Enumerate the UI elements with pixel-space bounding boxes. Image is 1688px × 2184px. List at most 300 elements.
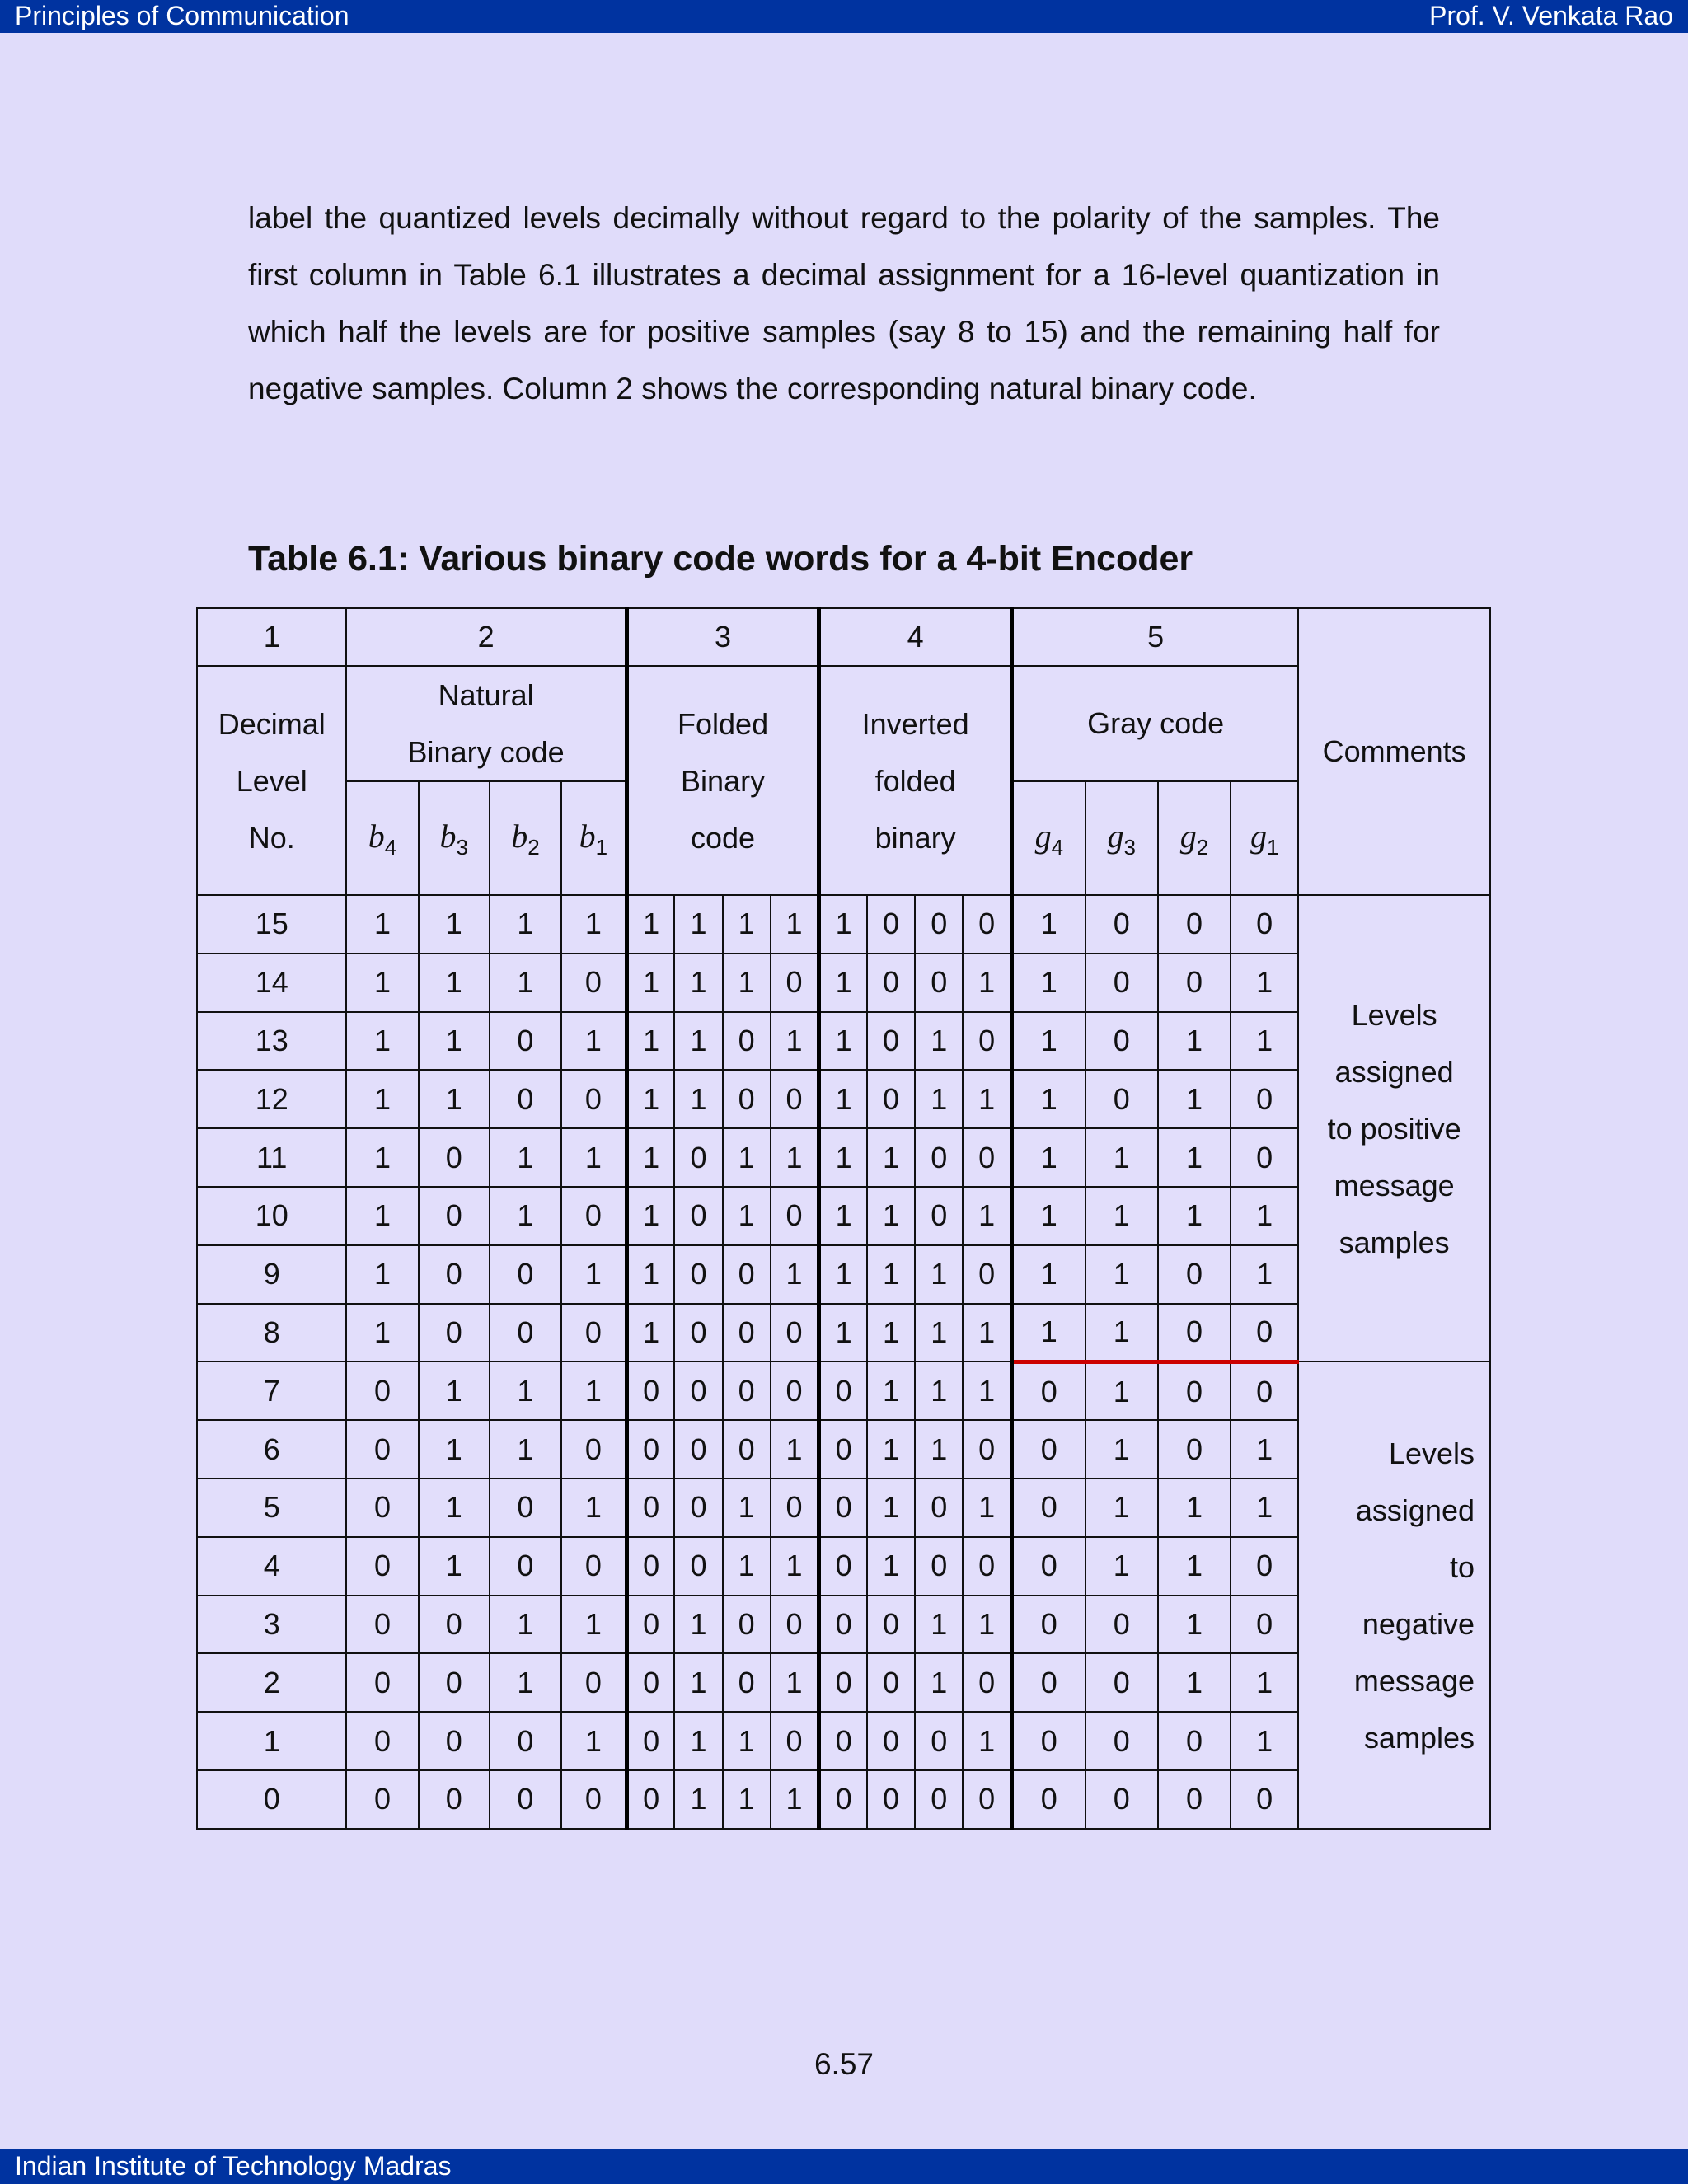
natural-bit-cell: 1 (419, 954, 490, 1012)
natural-bit-cell: 0 (419, 1245, 490, 1304)
natural-bit-cell: 1 (346, 1187, 418, 1245)
gray-bit-cell: 0 (1011, 1770, 1085, 1829)
inverted-bit-cell: 0 (819, 1770, 867, 1829)
inverted-bit-cell: 1 (867, 1361, 915, 1420)
natural-bit-cell: 0 (561, 1653, 626, 1712)
table-row (197, 1361, 1490, 1420)
bit-label-b3: $b_3$ (419, 781, 490, 895)
gray-bit-cell: 1 (1158, 1596, 1231, 1654)
inverted-bit-cell: 1 (819, 1187, 867, 1245)
inverted-bit-cell: 1 (819, 1128, 867, 1187)
folded-bit-cell: 1 (626, 1187, 674, 1245)
folded-bit-cell: 0 (723, 1653, 771, 1712)
inverted-bit-cell: 0 (819, 1361, 867, 1420)
bit-label-b4: $b_4$ (346, 781, 418, 895)
folded-bit-cell: 1 (771, 1128, 819, 1187)
gray-bit-cell: 0 (1158, 954, 1231, 1012)
folded-bit-cell: 1 (723, 1537, 771, 1596)
folded-bit-cell: 1 (723, 1770, 771, 1829)
natural-bit-cell: 0 (561, 1537, 626, 1596)
folded-bit-cell: 1 (674, 1012, 722, 1071)
gray-bit-cell: 1 (1158, 1070, 1231, 1128)
gray-bit-cell: 1 (1231, 1653, 1298, 1712)
inverted-bit-cell: 1 (963, 1187, 1011, 1245)
inverted-header-line: Inverted (861, 706, 969, 741)
inverted-bit-cell: 0 (819, 1712, 867, 1770)
natural-bit-cell: 1 (561, 1361, 626, 1420)
natural-bit-cell: 0 (561, 1070, 626, 1128)
inverted-bit-cell: 0 (867, 1712, 915, 1770)
inverted-bit-cell: 0 (867, 954, 915, 1012)
gray-bit-cell: 0 (1085, 1770, 1158, 1829)
header-author: Prof. V. Venkata Rao (1429, 1, 1673, 30)
folded-bit-cell: 0 (674, 1128, 722, 1187)
folded-bit-cell: 0 (626, 1770, 674, 1829)
inverted-header-line: folded (874, 763, 956, 798)
gray-bit-cell: 1 (1011, 1304, 1085, 1362)
gray-bit-cell: 1 (1158, 1479, 1231, 1537)
gray-bit-cell: 1 (1158, 1653, 1231, 1712)
table-row (197, 895, 1490, 954)
folded-bit-cell: 1 (674, 895, 722, 954)
natural-bit-cell: 1 (561, 895, 626, 954)
gray-bit-cell: 0 (1231, 1537, 1298, 1596)
folded-bit-cell: 0 (626, 1712, 674, 1770)
level-cell: 0 (197, 1770, 346, 1829)
comment-line: to (1449, 1549, 1475, 1584)
folded-bit-cell: 0 (674, 1479, 722, 1537)
table-row (197, 1245, 1490, 1304)
table-row (197, 1537, 1490, 1596)
gray-bit-cell: 1 (1231, 1712, 1298, 1770)
level-cell: 8 (197, 1304, 346, 1362)
natural-bit-cell: 1 (419, 1012, 490, 1071)
gray-bit-cell: 0 (1158, 1770, 1231, 1829)
gray-bit-cell: 0 (1011, 1653, 1085, 1712)
folded-bit-cell: 0 (771, 1304, 819, 1362)
bit-label-g3: $g_3$ (1085, 781, 1158, 895)
gray-bit-cell: 0 (1085, 1070, 1158, 1128)
table-row (197, 1653, 1490, 1712)
folded-bit-cell: 1 (626, 1128, 674, 1187)
gray-bit-cell: 0 (1158, 1245, 1231, 1304)
inverted-bit-cell: 1 (915, 1070, 963, 1128)
gray-bit-cell: 0 (1011, 1537, 1085, 1596)
gray-bit-cell: 1 (1011, 1128, 1085, 1187)
natural-bit-cell: 1 (561, 1479, 626, 1537)
comment-line: Levels (1351, 997, 1437, 1032)
page-number: 6.57 (814, 2047, 874, 2081)
natural-bit-cell: 0 (490, 1070, 561, 1128)
gray-bit-cell: 1 (1158, 1537, 1231, 1596)
folded-header-line: Folded (678, 706, 769, 741)
inverted-bit-cell: 1 (963, 1304, 1011, 1362)
table-row (197, 954, 1490, 1012)
natural-bit-cell: 0 (490, 1479, 561, 1537)
natural-bit-cell: 1 (346, 895, 418, 954)
level-cell: 1 (197, 1712, 346, 1770)
inverted-bit-cell: 1 (915, 1653, 963, 1712)
level-cell: 12 (197, 1070, 346, 1128)
gray-bit-cell: 1 (1011, 1070, 1085, 1128)
inverted-bit-cell: 1 (867, 1420, 915, 1479)
inverted-bit-cell: 0 (915, 895, 963, 954)
natural-header-line: Natural (438, 678, 534, 712)
folded-bit-cell: 1 (626, 1070, 674, 1128)
comment-line: negative (1362, 1606, 1475, 1641)
gray-bit-cell: 1 (1011, 954, 1085, 1012)
comment-positive-levels (1298, 895, 1490, 1361)
decimal-header-line: Level (236, 763, 307, 798)
folded-bit-cell: 0 (723, 1245, 771, 1304)
gray-bit-cell: 0 (1085, 1712, 1158, 1770)
folded-bit-cell: 0 (674, 1304, 722, 1362)
natural-bit-cell: 1 (561, 1596, 626, 1654)
natural-bit-cell: 1 (490, 1420, 561, 1479)
folded-bit-cell: 1 (723, 1187, 771, 1245)
gray-bit-cell: 1 (1231, 954, 1298, 1012)
inverted-bit-cell: 0 (963, 1012, 1011, 1071)
folded-bit-cell: 0 (674, 1361, 722, 1420)
natural-bit-cell: 0 (561, 1770, 626, 1829)
level-cell: 15 (197, 895, 346, 954)
gray-bit-cell: 1 (1085, 1361, 1158, 1420)
level-cell: 13 (197, 1012, 346, 1071)
gray-bit-cell: 1 (1011, 1245, 1085, 1304)
gray-bit-cell: 1 (1158, 1187, 1231, 1245)
inverted-bit-cell: 0 (915, 1712, 963, 1770)
natural-bit-cell: 0 (419, 1653, 490, 1712)
natural-bit-cell: 1 (490, 1596, 561, 1654)
gray-bit-cell: 0 (1231, 1596, 1298, 1654)
natural-bit-cell: 0 (419, 1128, 490, 1187)
folded-bit-cell: 0 (674, 1187, 722, 1245)
gray-bit-cell: 0 (1011, 1420, 1085, 1479)
folded-header-line: code (691, 820, 756, 855)
level-cell: 10 (197, 1187, 346, 1245)
comment-line: to positive (1327, 1111, 1461, 1146)
gray-bit-cell: 1 (1231, 1420, 1298, 1479)
inverted-bit-cell: 0 (819, 1479, 867, 1537)
natural-bit-cell: 0 (490, 1537, 561, 1596)
bit-label-b2: $b_2$ (490, 781, 561, 895)
folded-bit-cell: 1 (771, 1012, 819, 1071)
natural-bit-cell: 0 (346, 1361, 418, 1420)
level-cell: 2 (197, 1653, 346, 1712)
natural-bit-cell: 1 (490, 1187, 561, 1245)
gray-bit-cell: 0 (1011, 1479, 1085, 1537)
folded-bit-cell: 0 (771, 1070, 819, 1128)
gray-bit-cell: 0 (1158, 1420, 1231, 1479)
inverted-bit-cell: 0 (915, 1770, 963, 1829)
gray-bit-cell: 1 (1011, 895, 1085, 954)
natural-bit-cell: 0 (419, 1770, 490, 1829)
natural-bit-cell: 1 (561, 1012, 626, 1071)
inverted-bit-cell: 1 (867, 1537, 915, 1596)
inverted-bit-cell: 1 (819, 1070, 867, 1128)
folded-bit-cell: 1 (626, 1245, 674, 1304)
natural-bit-cell: 1 (561, 1712, 626, 1770)
gray-bit-cell: 1 (1158, 1012, 1231, 1071)
folded-bit-cell: 0 (674, 1245, 722, 1304)
decimal-header-line: No. (248, 820, 295, 855)
gray-bit-cell: 0 (1085, 954, 1158, 1012)
natural-bit-cell: 1 (346, 954, 418, 1012)
inverted-bit-cell: 1 (963, 954, 1011, 1012)
natural-bit-cell: 1 (419, 1070, 490, 1128)
comment-negative-levels (1298, 1361, 1490, 1828)
level-cell: 11 (197, 1128, 346, 1187)
folded-bit-cell: 0 (771, 1187, 819, 1245)
gray-bit-cell: 0 (1231, 1304, 1298, 1362)
folded-bit-cell: 0 (771, 954, 819, 1012)
natural-bit-cell: 1 (346, 1070, 418, 1128)
comments-header: Comments (1298, 608, 1490, 895)
inverted-bit-cell: 0 (915, 1187, 963, 1245)
inverted-bit-cell: 1 (963, 1712, 1011, 1770)
gray-bit-cell: 1 (1231, 1187, 1298, 1245)
inverted-bit-cell: 1 (915, 1245, 963, 1304)
folded-bit-cell: 0 (674, 1537, 722, 1596)
decimal-level-header (197, 666, 346, 895)
level-cell: 5 (197, 1479, 346, 1537)
level-cell: 4 (197, 1537, 346, 1596)
bit-label-g1: $g_1$ (1231, 781, 1298, 895)
folded-bit-cell: 1 (723, 1479, 771, 1537)
inverted-header-line: binary (874, 820, 956, 855)
inverted-bit-cell: 1 (963, 1479, 1011, 1537)
natural-bit-cell: 1 (419, 1479, 490, 1537)
inverted-bit-cell: 0 (963, 1537, 1011, 1596)
gray-bit-cell: 1 (1085, 1245, 1158, 1304)
gray-bit-cell: 0 (1158, 1712, 1231, 1770)
bit-label-g2: $g_2$ (1158, 781, 1231, 895)
binary-code-table (196, 607, 1491, 1830)
folded-bit-cell: 0 (626, 1596, 674, 1654)
decimal-header-line: Decimal (218, 706, 326, 741)
inverted-bit-cell: 0 (867, 1596, 915, 1654)
comment-line: samples (1363, 1720, 1475, 1755)
natural-bit-cell: 1 (419, 1420, 490, 1479)
folded-bit-cell: 1 (771, 1770, 819, 1829)
folded-bit-cell: 0 (771, 1712, 819, 1770)
gray-bit-cell: 0 (1011, 1596, 1085, 1654)
inverted-bit-cell: 0 (867, 1070, 915, 1128)
natural-bit-cell: 0 (561, 1187, 626, 1245)
gray-bit-cell: 1 (1085, 1128, 1158, 1187)
natural-bit-cell: 1 (490, 1128, 561, 1187)
folded-bit-cell: 1 (771, 1420, 819, 1479)
natural-bit-cell: 1 (346, 1304, 418, 1362)
folded-bit-cell: 0 (723, 1012, 771, 1071)
natural-binary-header (346, 666, 626, 781)
gray-code-header: Gray code (1011, 666, 1298, 781)
inverted-bit-cell: 0 (963, 1420, 1011, 1479)
natural-bit-cell: 1 (490, 954, 561, 1012)
inverted-bit-cell: 1 (963, 1361, 1011, 1420)
gray-bit-cell: 0 (1158, 1304, 1231, 1362)
folded-binary-header (626, 666, 819, 895)
inverted-bit-cell: 0 (963, 1770, 1011, 1829)
natural-bit-cell: 0 (490, 1712, 561, 1770)
natural-bit-cell: 1 (419, 895, 490, 954)
folded-bit-cell: 1 (771, 1537, 819, 1596)
natural-bit-cell: 0 (490, 1012, 561, 1071)
gray-bit-cell: 0 (1085, 1012, 1158, 1071)
natural-bit-cell: 0 (561, 1420, 626, 1479)
bit-label-b1: $b_1$ (561, 781, 626, 895)
inverted-bit-cell: 1 (963, 1070, 1011, 1128)
comment-line: assigned (1355, 1493, 1475, 1527)
comment-line: samples (1339, 1225, 1450, 1259)
col-number-2: 2 (346, 608, 626, 666)
gray-bit-cell: 0 (1085, 1596, 1158, 1654)
inverted-bit-cell: 0 (915, 1537, 963, 1596)
table-row (197, 1596, 1490, 1654)
level-cell: 9 (197, 1245, 346, 1304)
level-cell: 6 (197, 1420, 346, 1479)
gray-bit-cell: 0 (1158, 1361, 1231, 1420)
inverted-bit-cell: 0 (819, 1653, 867, 1712)
col-number-5: 5 (1011, 608, 1298, 666)
inverted-bit-cell: 0 (819, 1537, 867, 1596)
folded-bit-cell: 1 (626, 1304, 674, 1362)
gray-bit-cell: 1 (1085, 1479, 1158, 1537)
inverted-bit-cell: 1 (867, 1479, 915, 1537)
gray-bit-cell: 0 (1085, 895, 1158, 954)
inverted-bit-cell: 1 (819, 895, 867, 954)
folded-bit-cell: 1 (723, 954, 771, 1012)
gray-bit-cell: 0 (1231, 895, 1298, 954)
natural-bit-cell: 0 (346, 1596, 418, 1654)
inverted-bit-cell: 1 (819, 1012, 867, 1071)
folded-bit-cell: 1 (674, 1712, 722, 1770)
gray-bit-cell: 1 (1085, 1304, 1158, 1362)
inverted-bit-cell: 0 (915, 1128, 963, 1187)
col-number-3: 3 (626, 608, 819, 666)
folded-bit-cell: 0 (723, 1596, 771, 1654)
natural-bit-cell: 1 (490, 895, 561, 954)
natural-bit-cell: 1 (346, 1245, 418, 1304)
natural-bit-cell: 0 (419, 1187, 490, 1245)
inverted-bit-cell: 0 (867, 1012, 915, 1071)
table-row (197, 1187, 1490, 1245)
folded-bit-cell: 1 (674, 1770, 722, 1829)
gray-bit-cell: 1 (1011, 1187, 1085, 1245)
gray-bit-cell: 1 (1231, 1479, 1298, 1537)
level-cell: 3 (197, 1596, 346, 1654)
gray-bit-cell: 0 (1231, 1070, 1298, 1128)
inverted-bit-cell: 1 (867, 1245, 915, 1304)
natural-bit-cell: 0 (346, 1770, 418, 1829)
inverted-bit-cell: 1 (867, 1128, 915, 1187)
folded-bit-cell: 0 (626, 1479, 674, 1537)
col-number-1: 1 (197, 608, 346, 666)
folded-bit-cell: 0 (626, 1653, 674, 1712)
body-paragraph: label the quantized levels decimally without regard to the polarity of the samples. The first column in Table 6.1 illustrates a decimal assignment for a 16-level quantization in which half the levels are for positive samples (say 8 to 15) and the remaining half for negative samples. Column 2 shows the corresponding natural binary code. (248, 201, 1440, 405)
folded-bit-cell: 1 (723, 1128, 771, 1187)
natural-bit-cell: 0 (490, 1770, 561, 1829)
inverted-bit-cell: 1 (915, 1304, 963, 1362)
comment-line: message (1353, 1663, 1475, 1698)
natural-bit-cell: 1 (490, 1653, 561, 1712)
table-row (197, 1128, 1490, 1187)
natural-bit-cell: 0 (419, 1712, 490, 1770)
folded-bit-cell: 0 (674, 1420, 722, 1479)
header-bar (0, 0, 1688, 33)
inverted-bit-cell: 0 (867, 1653, 915, 1712)
natural-bit-cell: 0 (419, 1596, 490, 1654)
inverted-bit-cell: 1 (915, 1012, 963, 1071)
folded-bit-cell: 1 (674, 1596, 722, 1654)
natural-bit-cell: 0 (346, 1537, 418, 1596)
natural-bit-cell: 0 (490, 1245, 561, 1304)
natural-bit-cell: 1 (346, 1012, 418, 1071)
inverted-bit-cell: 1 (915, 1361, 963, 1420)
header-course-title: Principles of Communication (15, 1, 349, 30)
gray-bit-cell: 0 (1231, 1361, 1298, 1420)
folded-bit-cell: 0 (771, 1361, 819, 1420)
folded-bit-cell: 0 (626, 1537, 674, 1596)
table-row (197, 1420, 1490, 1479)
gray-bit-cell: 1 (1231, 1012, 1298, 1071)
gray-bit-cell: 1 (1085, 1420, 1158, 1479)
inverted-bit-cell: 0 (963, 895, 1011, 954)
natural-bit-cell: 1 (419, 1537, 490, 1596)
comment-line: Levels (1388, 1436, 1475, 1470)
folded-bit-cell: 0 (723, 1361, 771, 1420)
inverted-bit-cell: 1 (915, 1420, 963, 1479)
inverted-bit-cell: 1 (819, 954, 867, 1012)
folded-bit-cell: 1 (674, 1653, 722, 1712)
table-row (197, 1479, 1490, 1537)
table-title: Table 6.1: Various binary code words for a 4-bit Encoder (248, 539, 1193, 579)
gray-bit-cell: 1 (1085, 1537, 1158, 1596)
footer-bar (0, 2149, 1688, 2184)
folded-header-line: Binary (681, 763, 766, 798)
gray-bit-cell: 0 (1231, 1770, 1298, 1829)
natural-bit-cell: 0 (419, 1304, 490, 1362)
inverted-bit-cell: 0 (915, 1479, 963, 1537)
gray-bit-cell: 1 (1231, 1245, 1298, 1304)
col-number-4: 4 (819, 608, 1012, 666)
gray-bit-cell: 1 (1085, 1187, 1158, 1245)
folded-bit-cell: 0 (723, 1304, 771, 1362)
natural-bit-cell: 0 (561, 1304, 626, 1362)
level-cell: 14 (197, 954, 346, 1012)
natural-bit-cell: 0 (346, 1653, 418, 1712)
table-row (197, 1770, 1490, 1829)
inverted-folded-header (819, 666, 1012, 895)
natural-bit-cell: 1 (561, 1245, 626, 1304)
gray-bit-cell: 0 (1231, 1128, 1298, 1187)
gray-bit-cell: 0 (1011, 1712, 1085, 1770)
table-row (197, 1012, 1490, 1071)
natural-bit-cell: 1 (346, 1128, 418, 1187)
gray-bit-cell: 1 (1011, 1012, 1085, 1071)
natural-bit-cell: 0 (490, 1304, 561, 1362)
folded-bit-cell: 1 (674, 1070, 722, 1128)
table-row (197, 1304, 1490, 1362)
gray-bit-cell: 0 (1085, 1653, 1158, 1712)
folded-bit-cell: 0 (771, 1479, 819, 1537)
inverted-bit-cell: 0 (867, 895, 915, 954)
natural-bit-cell: 0 (561, 954, 626, 1012)
inverted-bit-cell: 1 (819, 1304, 867, 1362)
folded-bit-cell: 0 (723, 1070, 771, 1128)
folded-bit-cell: 1 (674, 954, 722, 1012)
folded-bit-cell: 1 (771, 895, 819, 954)
